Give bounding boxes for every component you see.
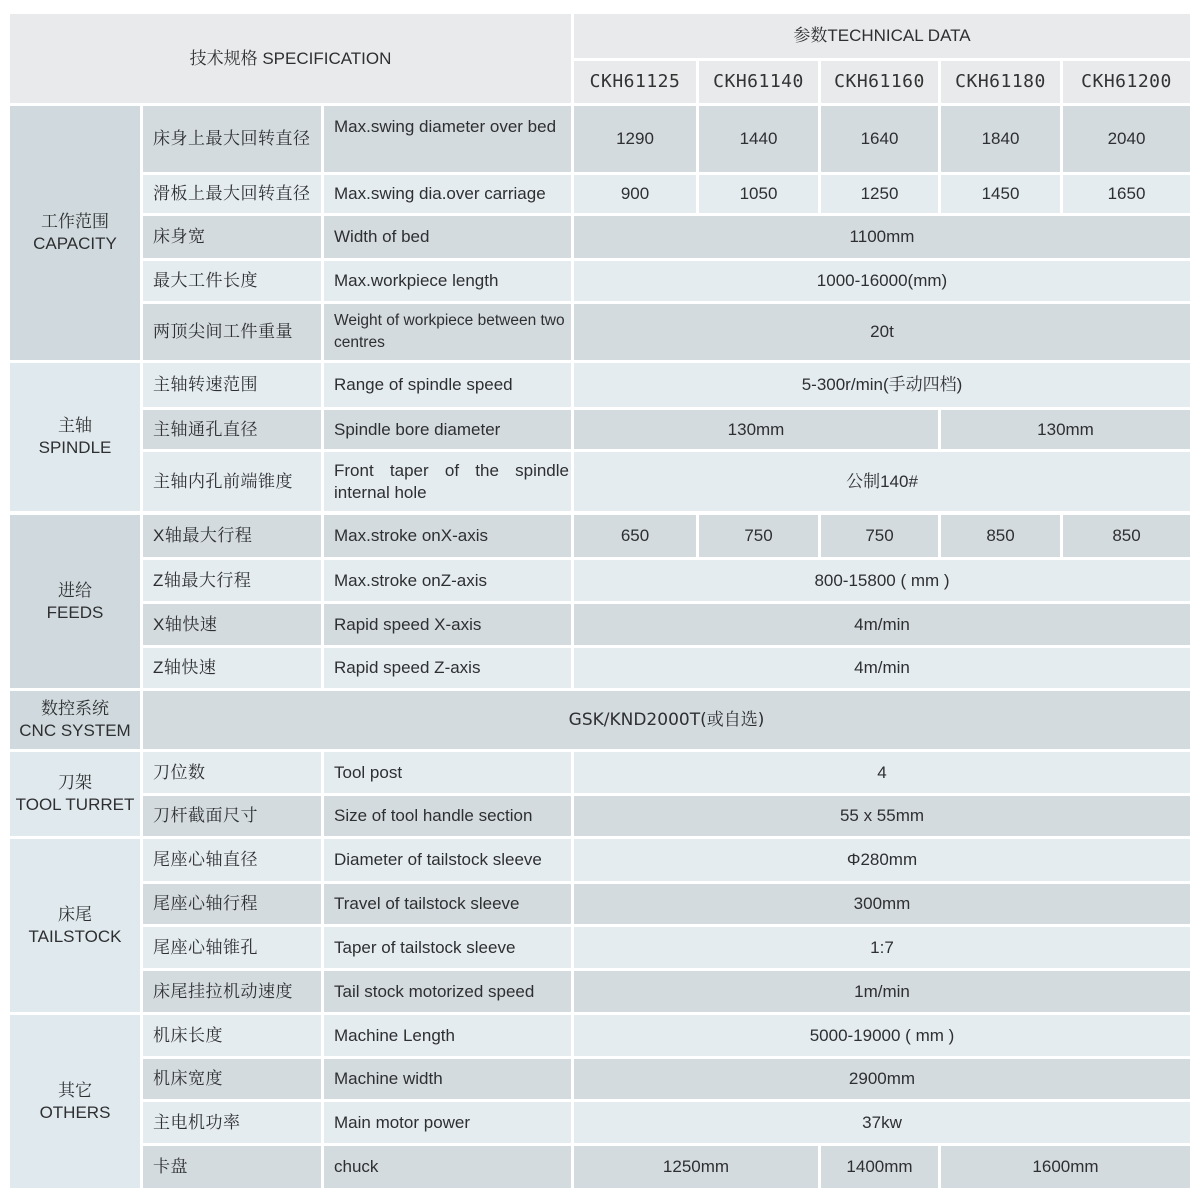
group-cn-label: 数控系统 <box>41 699 109 718</box>
spec-en-label: Max.swing diameter over bed <box>324 106 571 172</box>
spec-cn-label: 滑板上最大回转直径 <box>143 175 321 213</box>
value-cell: 850 <box>941 515 1060 557</box>
spec-en-label: Machine Length <box>324 1015 571 1056</box>
value-cell: 1050 <box>699 175 818 213</box>
value-cell: 1100mm <box>574 216 1190 258</box>
spec-en-label: Rapid speed X-axis <box>324 604 571 645</box>
value-cell: 5-300r/min(手动四档) <box>574 363 1190 407</box>
value-cell: 4 <box>574 752 1190 793</box>
spec-cn-label: 尾座心轴锥孔 <box>143 927 321 968</box>
spec-en-label: Max.stroke onX-axis <box>324 515 571 557</box>
group-cn-label: 其它 <box>58 1080 92 1100</box>
group-cn-label: 刀架 <box>58 773 92 792</box>
group-en-label: FEEDS <box>46 602 104 622</box>
group-feeds <box>10 515 140 688</box>
group-cn-label: 主轴 <box>58 416 92 435</box>
group-en-label: TOOL TURRET <box>15 795 135 814</box>
value-cell: 4m/min <box>574 604 1190 645</box>
spec-en-label: Weight of workpiece between two centres <box>324 304 571 360</box>
model-header: CKH61125 <box>574 61 696 103</box>
spec-en-label: Max.swing dia.over carriage <box>324 175 571 213</box>
spec-en-label: Width of bed <box>324 216 571 258</box>
spec-cn-label: 主轴通孔直径 <box>143 410 321 449</box>
spec-cn-label: 尾座心轴直径 <box>143 839 321 881</box>
value-cell: 1400mm <box>821 1146 938 1188</box>
group-cn-label: 工作范围 <box>41 212 109 231</box>
value-cell: 1650 <box>1063 175 1190 213</box>
value-cell: 1000-16000(mm) <box>574 261 1190 301</box>
group-cn-label: 进给 <box>58 580 92 600</box>
value-cell: 2900mm <box>574 1059 1190 1099</box>
spec-en-label: Tail stock motorized speed <box>324 971 571 1012</box>
group-en-label: TAILSTOCK <box>28 926 122 946</box>
value-cell: 20t <box>574 304 1190 360</box>
value-cell: 55 x 55mm <box>574 796 1190 836</box>
cnc-system-value: GSK/KND2000T(或自选) <box>143 691 1190 749</box>
value-cell: 1m/min <box>574 971 1190 1012</box>
spec-en-label: Range of spindle speed <box>324 363 571 407</box>
spec-en-label: Main motor power <box>324 1102 571 1143</box>
spec-header <box>10 14 571 103</box>
group-others <box>10 1015 140 1188</box>
spec-en-label: Front taper of the spindle internal hole <box>324 452 571 511</box>
spec-cn-label: 机床长度 <box>143 1015 321 1056</box>
group-en-label: OTHERS <box>39 1102 111 1122</box>
value-cell: 650 <box>574 515 696 557</box>
value-cell: 130mm <box>574 410 938 449</box>
value-cell: 750 <box>821 515 938 557</box>
spec-cn-label: Z轴快速 <box>143 648 321 688</box>
spec-en-label: Travel of tailstock sleeve <box>324 884 571 924</box>
spec-en-label: Max.workpiece length <box>324 261 571 301</box>
group-cnc-system <box>10 691 140 749</box>
spec-cn-label: 尾座心轴行程 <box>143 884 321 924</box>
spec-cn-label: 最大工件长度 <box>143 261 321 301</box>
value-cell: 1290 <box>574 106 696 172</box>
value-cell: 800-15800 ( mm ) <box>574 560 1190 601</box>
value-cell: 公制140# <box>574 452 1190 511</box>
spec-en-label: chuck <box>324 1146 571 1188</box>
group-en-label: CNC SYSTEM <box>19 721 131 740</box>
spec-header-label: 技术规格 SPECIFICATION <box>189 48 392 68</box>
spec-en-label: Max.stroke onZ-axis <box>324 560 571 601</box>
spec-cn-label: Z轴最大行程 <box>143 560 321 601</box>
spec-cn-label: 卡盘 <box>143 1146 321 1188</box>
model-header: CKH61200 <box>1063 61 1190 103</box>
value-cell: 1450 <box>941 175 1060 213</box>
spec-en-label: Diameter of tailstock sleeve <box>324 839 571 881</box>
value-cell: 1:7 <box>574 927 1190 968</box>
value-cell: 2040 <box>1063 106 1190 172</box>
spec-en-label: Rapid speed Z-axis <box>324 648 571 688</box>
value-cell: 300mm <box>574 884 1190 924</box>
value-cell: 1840 <box>941 106 1060 172</box>
value-cell: 1440 <box>699 106 818 172</box>
value-cell: 850 <box>1063 515 1190 557</box>
spec-cn-label: 主电机功率 <box>143 1102 321 1143</box>
group-en-label: CAPACITY <box>33 234 117 253</box>
group-spindle <box>10 363 140 511</box>
group-capacity <box>10 106 140 360</box>
value-cell: 1250 <box>821 175 938 213</box>
technical-data-header <box>574 14 1190 58</box>
model-header: CKH61160 <box>821 61 938 103</box>
spec-cn-label: 床身宽 <box>143 216 321 258</box>
group-en-label: SPINDLE <box>38 438 112 457</box>
value-cell: 37kw <box>574 1102 1190 1143</box>
value-cell: Φ280mm <box>574 839 1190 881</box>
spec-en-label: Taper of tailstock sleeve <box>324 927 571 968</box>
spec-cn-label: X轴快速 <box>143 604 321 645</box>
value-cell: 1640 <box>821 106 938 172</box>
spec-en-label: Spindle bore diameter <box>324 410 571 449</box>
value-cell: 900 <box>574 175 696 213</box>
spec-cn-label: 主轴转速范围 <box>143 363 321 407</box>
value-cell: 750 <box>699 515 818 557</box>
spec-cn-label: 两顶尖间工件重量 <box>143 304 321 360</box>
spec-en-label: Size of tool handle section <box>324 796 571 836</box>
group-tool-turret <box>10 752 140 836</box>
spec-cn-label: 主轴内孔前端锥度 <box>143 452 321 511</box>
value-cell: 1600mm <box>941 1146 1190 1188</box>
technical-data-label: 参数TECHNICAL DATA <box>793 26 971 45</box>
spec-cn-label: 床尾挂拉机动速度 <box>143 971 321 1012</box>
spec-en-label: Tool post <box>324 752 571 793</box>
value-cell: 1250mm <box>574 1146 818 1188</box>
value-cell: 4m/min <box>574 648 1190 688</box>
spec-cn-label: 机床宽度 <box>143 1059 321 1099</box>
spec-cn-label: 床身上最大回转直径 <box>143 106 321 172</box>
value-cell: 130mm <box>941 410 1190 449</box>
model-header: CKH61140 <box>699 61 818 103</box>
spec-en-label: Machine width <box>324 1059 571 1099</box>
model-header: CKH61180 <box>941 61 1060 103</box>
value-cell: 5000-19000 ( mm ) <box>574 1015 1190 1056</box>
spec-cn-label: 刀杆截面尺寸 <box>143 796 321 836</box>
group-cn-label: 床尾 <box>58 904 92 924</box>
group-tailstock <box>10 839 140 1012</box>
spec-cn-label: X轴最大行程 <box>143 515 321 557</box>
spec-cn-label: 刀位数 <box>143 752 321 793</box>
